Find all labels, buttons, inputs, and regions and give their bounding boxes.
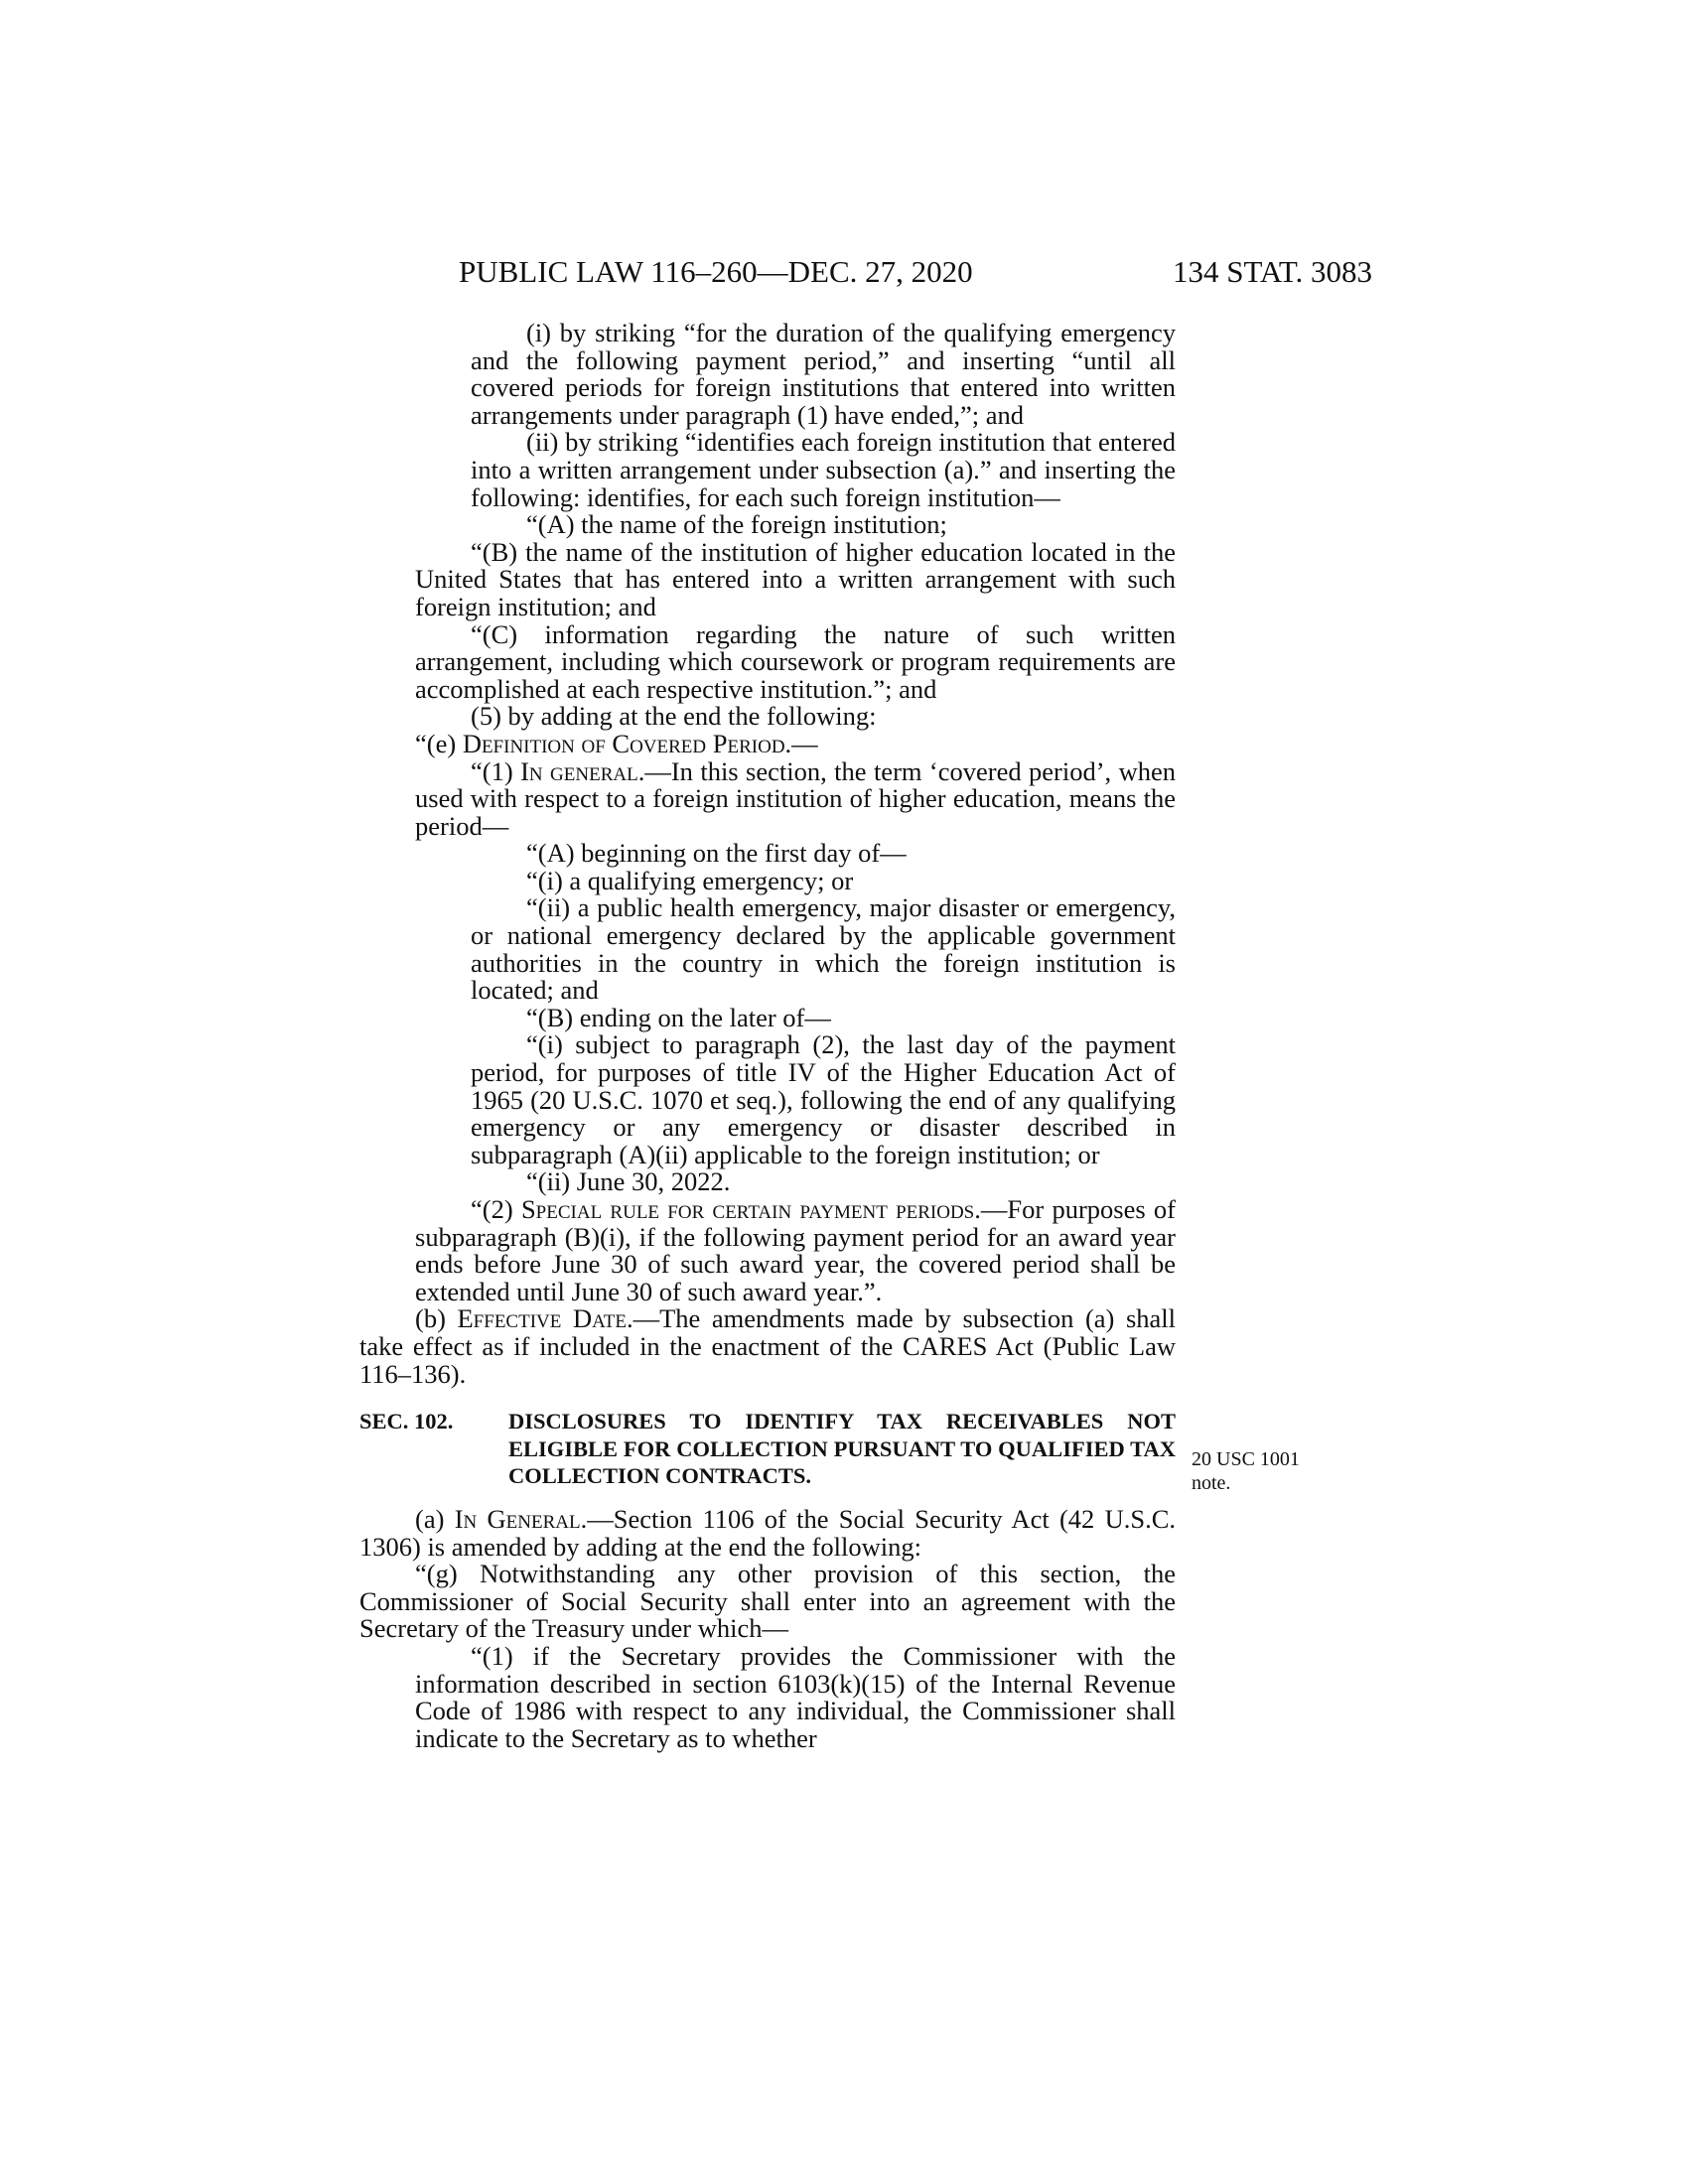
subparagraph-b-ending: “(B) ending on the later of— — [526, 1002, 831, 1032]
paragraph-2-special-rule — [359, 1196, 1176, 1305]
subparagraph-c-information: “(C) information regarding the nature of such written arrangement, including which coursework or program requirements are accomplished at each respective institution.”; and — [415, 618, 1176, 704]
paragraph-2-text: .—For purposes of subparagraph (B)(i), if the following payment period for an award year ends before June 30 of such award year, the covered period shall be extended until June 30 of such award year.”. — [415, 1194, 1176, 1306]
subsection-a-text: .—Section 1106 of the Social Security Act (42 U.S.C. 1306) is amended by adding at the end the following: — [359, 1503, 1176, 1562]
statute-page-number: 134 STAT. 3083 — [1172, 254, 1372, 289]
subsection-e-marker: “(e) — [415, 728, 463, 758]
paragraph-1-title: In general — [520, 755, 638, 786]
subparagraph-a-name: “(A) the name of the foreign institution; — [526, 509, 947, 540]
usc-citation: 20 USC 1001 — [1192, 1448, 1300, 1470]
page-body — [359, 320, 1176, 1752]
subparagraph-a-beginning: “(A) beginning on the first day of— — [526, 838, 907, 869]
subsection-e-heading — [359, 728, 1176, 758]
paragraph-1-in-general — [359, 755, 1176, 841]
paragraph-1-text: .—In this section, the term ‘covered period’, when used with respect to a foreign institution of higher education, means the period— — [415, 755, 1176, 841]
usc-note-label: note. — [1192, 1472, 1231, 1494]
section-number: SEC. 102. — [359, 1409, 454, 1434]
subsection-b-title: Effective Date — [457, 1303, 627, 1334]
clause-i-striking: (i) by striking “for the duration of the qualifying emergency and the following payment period,” and inserting “until all covered periods for foreign institutions that entered into written arrangements under paragraph (1) have ended,”; and — [471, 318, 1176, 430]
running-header — [459, 252, 1372, 292]
subsection-g-notwithstanding: “(g) Notwithstanding any other provision of this section, the Commissioner of Social Security shall enter into an agreement with the Secretary of the Treasury under which— — [359, 1559, 1176, 1644]
clause-ii-public-health-emergency: “(ii) a public health emergency, major disaster or emergency, or national emergency declared by the applicable government authorities in the country in which the foreign institution is located; and — [471, 892, 1176, 1006]
clause-ii-june-30: “(ii) June 30, 2022. — [526, 1166, 731, 1197]
subparagraph-b-name: “(B) the name of the institution of higher education located in the United States that has entered into a written arrangement with such foreign institution; and — [415, 536, 1176, 621]
paragraph-5-adding: (5) by adding at the end the following: — [471, 701, 877, 732]
subsection-e-dash: .— — [784, 728, 818, 758]
section-title: DISCLOSURES TO IDENTIFY TAX RECEIVABLES NOT ELIGIBLE FOR COLLECTION PURSUANT TO QUALIFIED TAX COLLECTION CONTRACTS. — [508, 1409, 1176, 1489]
clause-i-qualifying-emergency: “(i) a qualifying emergency; or — [526, 865, 854, 895]
usc-margin-note — [1192, 1447, 1340, 1495]
paragraph-2-marker: “(2) — [471, 1194, 521, 1224]
public-law-citation: PUBLIC LAW 116–260—DEC. 27, 2020 — [459, 254, 973, 289]
subsection-a-marker: (a) — [415, 1503, 455, 1534]
paragraph-1-marker: “(1) — [471, 755, 521, 786]
subsection-a-in-general — [359, 1503, 1176, 1562]
subsection-b-text: .—The amendments made by subsection (a) shall take effect as if included in the enactment of the CARES Act (Public Law 116–136). — [359, 1303, 1177, 1389]
subsection-a-title: In General — [454, 1503, 581, 1534]
section-102-heading — [359, 1408, 1176, 1490]
clause-i-subject-to-paragraph-2: “(i) subject to paragraph (2), the last day of the payment period, for purposes of title IV of the Higher Education Act of 1965 (20 U.S.C. 1070 et seq.), following the end of any qualifying emergency or any emergency or disaster described in subparagraph (A)(ii) applicable to the foreign institution; or — [471, 1029, 1176, 1169]
paragraph-2-title: Special rule for certain payment periods — [520, 1194, 975, 1224]
subsection-e-title: Definition of Covered Period — [462, 728, 785, 758]
subsection-b-marker: (b) — [415, 1303, 458, 1334]
clause-ii-striking: (ii) by striking “identifies each foreign institution that entered into a written arrangement under subsection (a).” and inserting the following: identifies, for each such foreign institution— — [471, 427, 1176, 512]
paragraph-1-if-secretary: “(1) if the Secretary provides the Commissioner with the information described in section 6103(k)(15) of the Internal Revenue Code of 1986 with respect to any individual, the Commissioner shall indicate to the Secretary as to whether — [415, 1640, 1176, 1753]
subsection-b-effective-date — [359, 1305, 1176, 1388]
